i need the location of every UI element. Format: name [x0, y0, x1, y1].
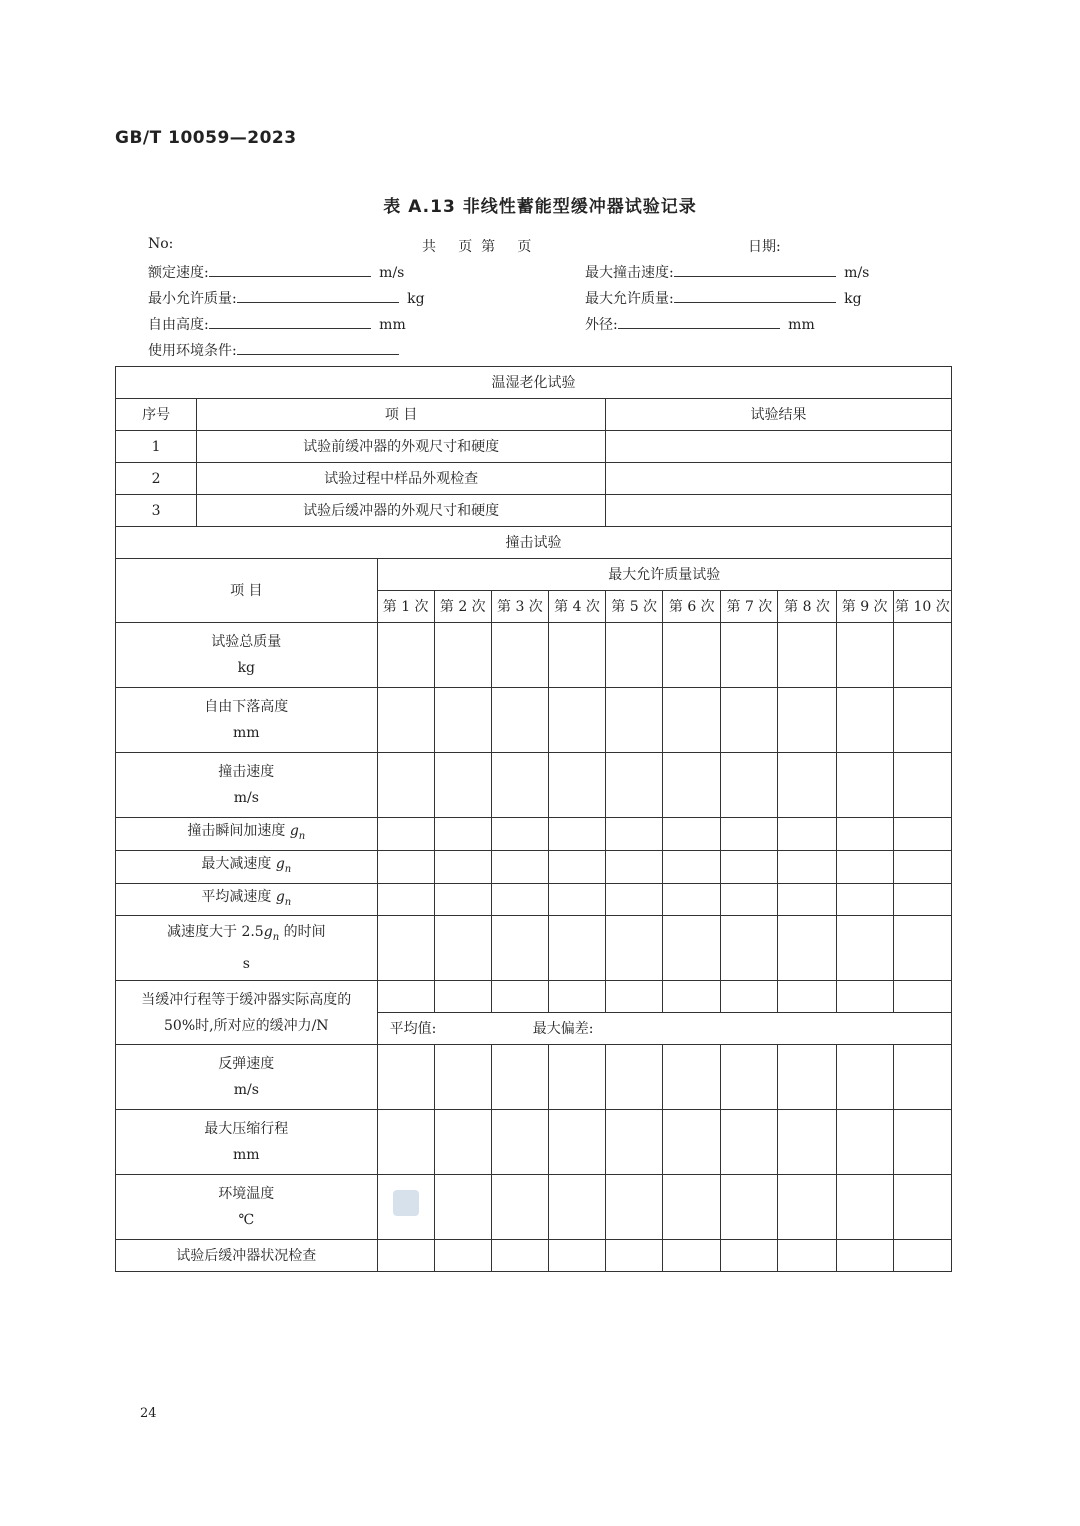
- trial-cell[interactable]: [548, 818, 605, 851]
- meta-date: 日期:: [748, 239, 781, 255]
- trial-cell[interactable]: [836, 916, 893, 981]
- table-row: [116, 850, 952, 883]
- trial-cell[interactable]: [893, 818, 951, 851]
- trial-cell[interactable]: [836, 981, 893, 1013]
- fall-height-label: 自由下落高度: [204, 699, 289, 715]
- fall-height-unit: mm: [233, 725, 260, 741]
- trial-cell[interactable]: [836, 623, 893, 688]
- max-impact-speed-field[interactable]: [674, 262, 836, 277]
- aging-result-cell[interactable]: [606, 463, 952, 495]
- trial-cell[interactable]: [548, 1175, 605, 1240]
- decel-time-label-pre: 减速度大于 2.5: [167, 924, 264, 941]
- impact-group-header: 最大允许质量试验: [377, 559, 951, 591]
- avg-decel-g: g: [275, 888, 285, 905]
- trial-cell[interactable]: [377, 883, 434, 916]
- meta-min-mass: [148, 288, 425, 308]
- outer-diameter-field[interactable]: [618, 314, 780, 329]
- impact-speed-unit: m/s: [233, 790, 259, 806]
- trial-cell[interactable]: [434, 753, 491, 818]
- meta-no: No:: [148, 236, 174, 252]
- trial-cell[interactable]: [778, 1240, 836, 1272]
- max-stroke-unit: mm: [233, 1147, 260, 1164]
- trial-cell[interactable]: [778, 850, 836, 883]
- trial-cell[interactable]: [663, 1110, 721, 1175]
- total-mass-label: 试验总质量: [211, 634, 282, 650]
- trial-cell[interactable]: [434, 623, 491, 688]
- decel-time-unit: s: [242, 956, 250, 973]
- table-title: 表 A.13 非线性蓄能型缓冲器试验记录: [383, 197, 697, 217]
- max-mass-label: 最大允许质量:: [585, 291, 674, 307]
- trial-cell[interactable]: [377, 1045, 434, 1110]
- trial-cell[interactable]: [893, 1175, 951, 1240]
- trial-cell[interactable]: [548, 850, 605, 883]
- table-row: [116, 883, 952, 916]
- trial-cell[interactable]: [434, 916, 491, 981]
- trial-cell[interactable]: [606, 981, 663, 1013]
- trial-cell[interactable]: [377, 1240, 434, 1272]
- trial-cell[interactable]: [491, 850, 548, 883]
- trial-cell[interactable]: [491, 1240, 548, 1272]
- trial-cell[interactable]: [663, 916, 721, 981]
- min-mass-label: 最小允许质量:: [148, 291, 237, 307]
- trial-header: 第 3 次: [491, 591, 548, 623]
- trial-cell[interactable]: [663, 688, 721, 753]
- trial-cell[interactable]: [721, 1110, 778, 1175]
- trial-cell[interactable]: [778, 623, 836, 688]
- outer-diameter-label: 外径:: [585, 317, 618, 333]
- meta-rated-speed: [148, 262, 404, 282]
- trial-cell[interactable]: [836, 883, 893, 916]
- aging-row-item: 试验后缓冲器的外观尺寸和硬度: [197, 495, 606, 527]
- max-mass-unit: kg: [844, 291, 862, 307]
- free-height-field[interactable]: [209, 314, 371, 329]
- trial-cell[interactable]: [434, 1175, 491, 1240]
- trial-cell[interactable]: [778, 1110, 836, 1175]
- trial-header: 第 9 次: [836, 591, 893, 623]
- table-row: [116, 623, 952, 688]
- row-label-decel-time: [116, 916, 378, 981]
- buffer-force-line1: 当缓冲行程等于缓冲器实际高度的: [141, 991, 352, 1008]
- trial-cell[interactable]: [377, 981, 434, 1013]
- trial-cell[interactable]: [663, 1175, 721, 1240]
- trial-header: 第 7 次: [721, 591, 778, 623]
- buffer-force-summary-cell[interactable]: [377, 1013, 951, 1045]
- trial-cell[interactable]: [434, 1110, 491, 1175]
- trial-cell[interactable]: [377, 688, 434, 753]
- row-label-max-decel: [116, 850, 378, 883]
- decel-time-label-post: 的时间: [283, 924, 326, 941]
- trial-cell[interactable]: [491, 688, 548, 753]
- row-label-total-mass: [116, 623, 378, 688]
- environment-label: 使用环境条件:: [148, 343, 237, 359]
- row-label-impact-speed: [116, 753, 378, 818]
- trial-cell[interactable]: [663, 850, 721, 883]
- trial-cell[interactable]: [548, 1240, 605, 1272]
- decel-time-sub: n: [272, 932, 280, 944]
- buffer-force-max-dev-label: 最大偏差:: [532, 1020, 594, 1037]
- rated-speed-label: 额定速度:: [148, 265, 209, 281]
- trial-cell[interactable]: [721, 916, 778, 981]
- ambient-temp-unit: ℃: [238, 1212, 255, 1229]
- trial-cell[interactable]: [548, 1110, 605, 1175]
- trial-cell[interactable]: [778, 688, 836, 753]
- table-row: [116, 818, 952, 851]
- trial-cell[interactable]: [491, 883, 548, 916]
- trial-cell[interactable]: [893, 916, 951, 981]
- trial-cell[interactable]: [778, 981, 836, 1013]
- aging-row-no: 1: [116, 431, 197, 463]
- trial-cell[interactable]: [606, 818, 663, 851]
- table-row: [116, 916, 952, 981]
- aging-header-result: 试验结果: [606, 399, 952, 431]
- trial-cell[interactable]: [836, 818, 893, 851]
- trial-cell[interactable]: [548, 981, 605, 1013]
- trial-cell[interactable]: [836, 1175, 893, 1240]
- trial-cell[interactable]: [778, 1045, 836, 1110]
- trial-header: 第 1 次: [377, 591, 434, 623]
- row-label-max-stroke: [116, 1110, 378, 1175]
- table-row: [116, 981, 952, 1013]
- trial-cell[interactable]: [548, 883, 605, 916]
- aging-row-item: 试验过程中样品外观检查: [197, 463, 606, 495]
- trial-cell[interactable]: [491, 1045, 548, 1110]
- trial-cell[interactable]: [778, 818, 836, 851]
- decel-time-g: g: [263, 924, 273, 941]
- trial-header: 第 4 次: [548, 591, 605, 623]
- trial-cell[interactable]: [836, 1240, 893, 1272]
- trial-cell[interactable]: [663, 623, 721, 688]
- meta-max-mass: [585, 288, 862, 308]
- free-height-unit: mm: [379, 317, 406, 333]
- page-number: 24: [140, 1406, 157, 1421]
- trial-header: 第 6 次: [663, 591, 721, 623]
- trial-cell[interactable]: [606, 1045, 663, 1110]
- table-row: [116, 1045, 952, 1110]
- max-stroke-label: 最大压缩行程: [204, 1121, 289, 1138]
- trial-cell[interactable]: [491, 981, 548, 1013]
- trial-cell[interactable]: [377, 753, 434, 818]
- max-impact-speed-unit: m/s: [844, 265, 870, 281]
- table-row: [116, 753, 952, 818]
- aging-result-cell[interactable]: [606, 431, 952, 463]
- trial-cell[interactable]: [836, 753, 893, 818]
- table-row: [116, 1240, 952, 1272]
- min-mass-unit: kg: [407, 291, 425, 307]
- impact-speed-label: 撞击速度: [218, 764, 275, 780]
- trial-cell[interactable]: [893, 1240, 951, 1272]
- trial-cell[interactable]: [721, 883, 778, 916]
- trial-cell[interactable]: [548, 1045, 605, 1110]
- table-row: [116, 1175, 952, 1240]
- trial-header: 第 10 次: [893, 591, 951, 623]
- trial-cell[interactable]: [893, 623, 951, 688]
- trial-cell[interactable]: [548, 623, 605, 688]
- trial-cell[interactable]: [377, 623, 434, 688]
- trial-cell[interactable]: [434, 1240, 491, 1272]
- trial-cell[interactable]: [434, 883, 491, 916]
- aging-section-title: 温湿老化试验: [116, 367, 952, 399]
- buffer-force-avg-label: 平均值:: [389, 1020, 437, 1037]
- trial-cell[interactable]: [606, 1240, 663, 1272]
- trial-cell[interactable]: [836, 688, 893, 753]
- trial-cell[interactable]: [893, 883, 951, 916]
- buffer-force-line2: 50%时,所对应的缓冲力/N: [164, 1017, 329, 1034]
- instant-accel-g: g: [289, 823, 299, 839]
- instant-accel-label: 撞击瞬间加速度: [187, 823, 286, 839]
- row-label-buffer-force: [116, 981, 378, 1045]
- row-label-instant-accel: [116, 818, 378, 851]
- free-height-label: 自由高度:: [148, 317, 209, 333]
- trial-cell[interactable]: [548, 688, 605, 753]
- table-row: [116, 431, 952, 463]
- max-decel-label: 最大减速度: [201, 855, 272, 872]
- trial-header: 第 5 次: [606, 591, 663, 623]
- aging-header-item: 项 目: [197, 399, 606, 431]
- trial-cell[interactable]: [721, 753, 778, 818]
- trial-cell[interactable]: [434, 850, 491, 883]
- trial-cell[interactable]: [491, 623, 548, 688]
- trial-cell[interactable]: [721, 1045, 778, 1110]
- trial-cell[interactable]: [377, 818, 434, 851]
- trial-cell[interactable]: [491, 1110, 548, 1175]
- min-mass-field[interactable]: [237, 288, 399, 303]
- trial-cell[interactable]: [836, 1045, 893, 1110]
- trial-cell[interactable]: [606, 1110, 663, 1175]
- meta-pages: 共 页 第 页: [422, 239, 532, 255]
- test-record-table: [115, 366, 952, 1272]
- row-label-post-check: 试验后缓冲器状况检查: [116, 1240, 378, 1272]
- trial-cell[interactable]: [548, 916, 605, 981]
- trial-cell[interactable]: [606, 916, 663, 981]
- trial-cell[interactable]: [434, 818, 491, 851]
- table-row: [116, 688, 952, 753]
- trial-cell[interactable]: [377, 1175, 434, 1240]
- trial-cell[interactable]: [778, 1175, 836, 1240]
- trial-cell[interactable]: [491, 818, 548, 851]
- trial-header: 第 8 次: [778, 591, 836, 623]
- meta-max-impact-speed: [585, 262, 869, 282]
- trial-cell[interactable]: [721, 1240, 778, 1272]
- trial-cell[interactable]: [893, 1045, 951, 1110]
- standard-code: GB/T 10059—2023: [115, 128, 297, 148]
- trial-cell[interactable]: [491, 916, 548, 981]
- max-decel-g: g: [275, 855, 285, 872]
- row-label-fall-height: [116, 688, 378, 753]
- environment-field[interactable]: [237, 340, 399, 355]
- ambient-temp-label: 环境温度: [218, 1186, 275, 1203]
- meta-outer-diameter: [585, 314, 815, 334]
- row-label-avg-decel: [116, 883, 378, 916]
- watermark-logo-icon: [393, 1190, 419, 1216]
- trial-cell[interactable]: [836, 1110, 893, 1175]
- trial-cell[interactable]: [721, 623, 778, 688]
- aging-row-no: 2: [116, 463, 197, 495]
- table-row: [116, 1110, 952, 1175]
- aging-header-no: 序号: [116, 399, 197, 431]
- trial-cell[interactable]: [606, 623, 663, 688]
- trial-cell[interactable]: [377, 916, 434, 981]
- trial-cell[interactable]: [778, 753, 836, 818]
- trial-cell[interactable]: [721, 688, 778, 753]
- rebound-speed-label: 反弹速度: [218, 1056, 275, 1073]
- instant-accel-sub: n: [298, 830, 306, 842]
- trial-cell[interactable]: [606, 1175, 663, 1240]
- rated-speed-unit: m/s: [379, 265, 405, 281]
- table-row: [116, 463, 952, 495]
- trial-cell[interactable]: [606, 883, 663, 916]
- trial-cell[interactable]: [606, 688, 663, 753]
- avg-decel-label: 平均减速度: [201, 888, 272, 905]
- avg-decel-sub: n: [284, 896, 292, 908]
- aging-result-cell[interactable]: [606, 495, 952, 527]
- trial-cell[interactable]: [663, 753, 721, 818]
- trial-cell[interactable]: [491, 753, 548, 818]
- trial-cell[interactable]: [377, 850, 434, 883]
- max-impact-speed-label: 最大撞击速度:: [585, 265, 674, 281]
- trial-cell[interactable]: [721, 850, 778, 883]
- trial-cell[interactable]: [893, 753, 951, 818]
- trial-header: 第 2 次: [434, 591, 491, 623]
- total-mass-unit: kg: [237, 660, 256, 676]
- impact-header-item: 项 目: [116, 559, 378, 623]
- trial-cell[interactable]: [663, 1045, 721, 1110]
- trial-cell[interactable]: [606, 753, 663, 818]
- trial-cell[interactable]: [893, 981, 951, 1013]
- aging-row-item: 试验前缓冲器的外观尺寸和硬度: [197, 431, 606, 463]
- max-decel-sub: n: [284, 863, 292, 875]
- trial-cell[interactable]: [778, 916, 836, 981]
- trial-cell[interactable]: [377, 1110, 434, 1175]
- row-label-ambient-temp: [116, 1175, 378, 1240]
- trial-cell[interactable]: [663, 883, 721, 916]
- trial-cell[interactable]: [893, 688, 951, 753]
- max-mass-field[interactable]: [674, 288, 836, 303]
- trial-cell[interactable]: [434, 981, 491, 1013]
- meta-environment: [148, 340, 399, 360]
- trial-cell[interactable]: [893, 850, 951, 883]
- meta-free-height: [148, 314, 406, 334]
- trial-cell[interactable]: [434, 1045, 491, 1110]
- rebound-speed-unit: m/s: [233, 1082, 259, 1099]
- outer-diameter-unit: mm: [788, 317, 815, 333]
- trial-cell[interactable]: [548, 753, 605, 818]
- trial-cell[interactable]: [663, 1240, 721, 1272]
- impact-section-title: 撞击试验: [116, 527, 952, 559]
- trial-cell[interactable]: [836, 850, 893, 883]
- trial-cell[interactable]: [663, 818, 721, 851]
- trial-cell[interactable]: [721, 1175, 778, 1240]
- table-row: [116, 495, 952, 527]
- trial-cell[interactable]: [721, 818, 778, 851]
- trial-cell[interactable]: [778, 883, 836, 916]
- aging-row-no: 3: [116, 495, 197, 527]
- rated-speed-field[interactable]: [209, 262, 371, 277]
- trial-cell[interactable]: [721, 981, 778, 1013]
- trial-cell[interactable]: [491, 1175, 548, 1240]
- trial-cell[interactable]: [893, 1110, 951, 1175]
- trial-cell[interactable]: [663, 981, 721, 1013]
- trial-cell[interactable]: [434, 688, 491, 753]
- trial-cell[interactable]: [606, 850, 663, 883]
- row-label-rebound-speed: [116, 1045, 378, 1110]
